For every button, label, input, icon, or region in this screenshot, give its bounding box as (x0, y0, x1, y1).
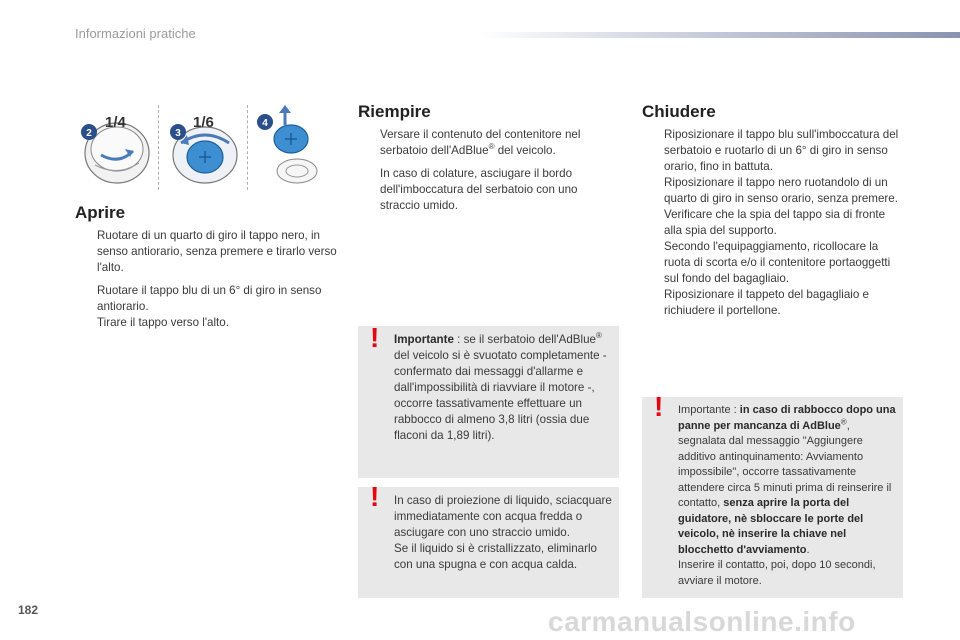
note-text: Importante : se il serbatoio dell'AdBlue® del veicolo si è svuotato completamente - confermato dai messaggi d'allarme e dall'impossibilità di riavviare il motore -, occorre tassativamente effettuare un rabbocco di almeno 3,8 litri (ossia due flaconi da 1,89 litri). (394, 331, 607, 442)
list-item: Tirare il tappo verso l'alto. (97, 316, 229, 329)
header-bar (480, 32, 960, 38)
sixth-turn-label: 1/6 (193, 114, 214, 131)
list-item: Versare il contenuto del contenitore nel serbatoio dell'AdBlue® del veicolo. (380, 128, 581, 157)
step-4-number: 4 (262, 118, 268, 129)
chiudere-heading: Chiudere (642, 102, 716, 121)
note-text: Importante : in caso di rabbocco dopo una panne per mancanza di AdBlue®, segnalata dal messaggio "Aggiungere additivo antinquinamento: Avviamento impossibile", occorre tassativamente attendere circa 5 minuti prima di reinserire il contatto, senza aprire la porta del guidatore, nè sbloccare le porte del veicolo, nè inserire la chiave nel blocchetto d'avviamento. Inserire il contatto, poi, dopo 10 secondi, avviare il motore. (678, 404, 896, 587)
liquid-splash-note (358, 481, 619, 598)
aprire-heading: Aprire (75, 203, 126, 222)
cap-diagram-svg (75, 105, 330, 190)
riempire-heading: Riempire (358, 102, 431, 121)
list-item: Ruotare di un quarto di giro il tappo nero, in senso antiorario, senza premere e tirarlo verso l'alto. (97, 229, 337, 274)
step-2-number: 2 (86, 128, 92, 139)
section-title: Informazioni pratiche (75, 26, 196, 41)
list-item: In caso di colature, asciugare il bordo dell'imboccatura del serbatoio con uno straccio umido. (380, 167, 578, 212)
quarter-turn-label: 1/4 (105, 114, 126, 131)
diagram-separator (247, 105, 249, 190)
warning-icon: ! (370, 481, 380, 512)
page-number: 182 (18, 603, 39, 617)
chiudere-list (642, 127, 900, 319)
list-item: Riposizionare il tappo nero ruotandolo di un quarto di giro in senso orario, senza premere. Verificare che la spia del tappo sia di fronte alla spia del supporto. (664, 176, 898, 237)
list-item: Riposizionare il tappeto del bagagliaio e richiudere il portellone. (664, 288, 869, 317)
warning-icon: ! (654, 391, 664, 422)
list-item: Ruotare il tappo blu di un 6° di giro in senso antiorario. (97, 284, 322, 313)
list-item: Riposizionare il tappo blu sull'imboccatura del serbatoio e ruotarlo di un 6° di giro in senso orario, fino in battuta. (664, 128, 899, 173)
riempire-list (358, 127, 608, 221)
important-note-adblue-refill (642, 391, 903, 598)
aprire-list (75, 228, 340, 338)
note-text: In caso di proiezione di liquido, sciacquare immediatamente con acqua fredda o asciugare con uno straccio umido. Se il liquido si è cristallizzato, eliminarlo con una spugna e con acqua calda. (394, 494, 612, 571)
removed-cap-illustration (274, 105, 317, 183)
important-note-empty-tank (358, 322, 619, 478)
diagram-separator (158, 105, 160, 190)
cap-diagram (75, 105, 330, 190)
warning-icon: ! (370, 322, 380, 353)
step-3-number: 3 (175, 128, 181, 139)
list-item: Secondo l'equipaggiamento, ricollocare la ruota di scorta e/o il contenitore portaoggetti sul fondo del bagagliaio. (664, 240, 891, 285)
watermark: carmanualsonline.info (548, 606, 856, 637)
